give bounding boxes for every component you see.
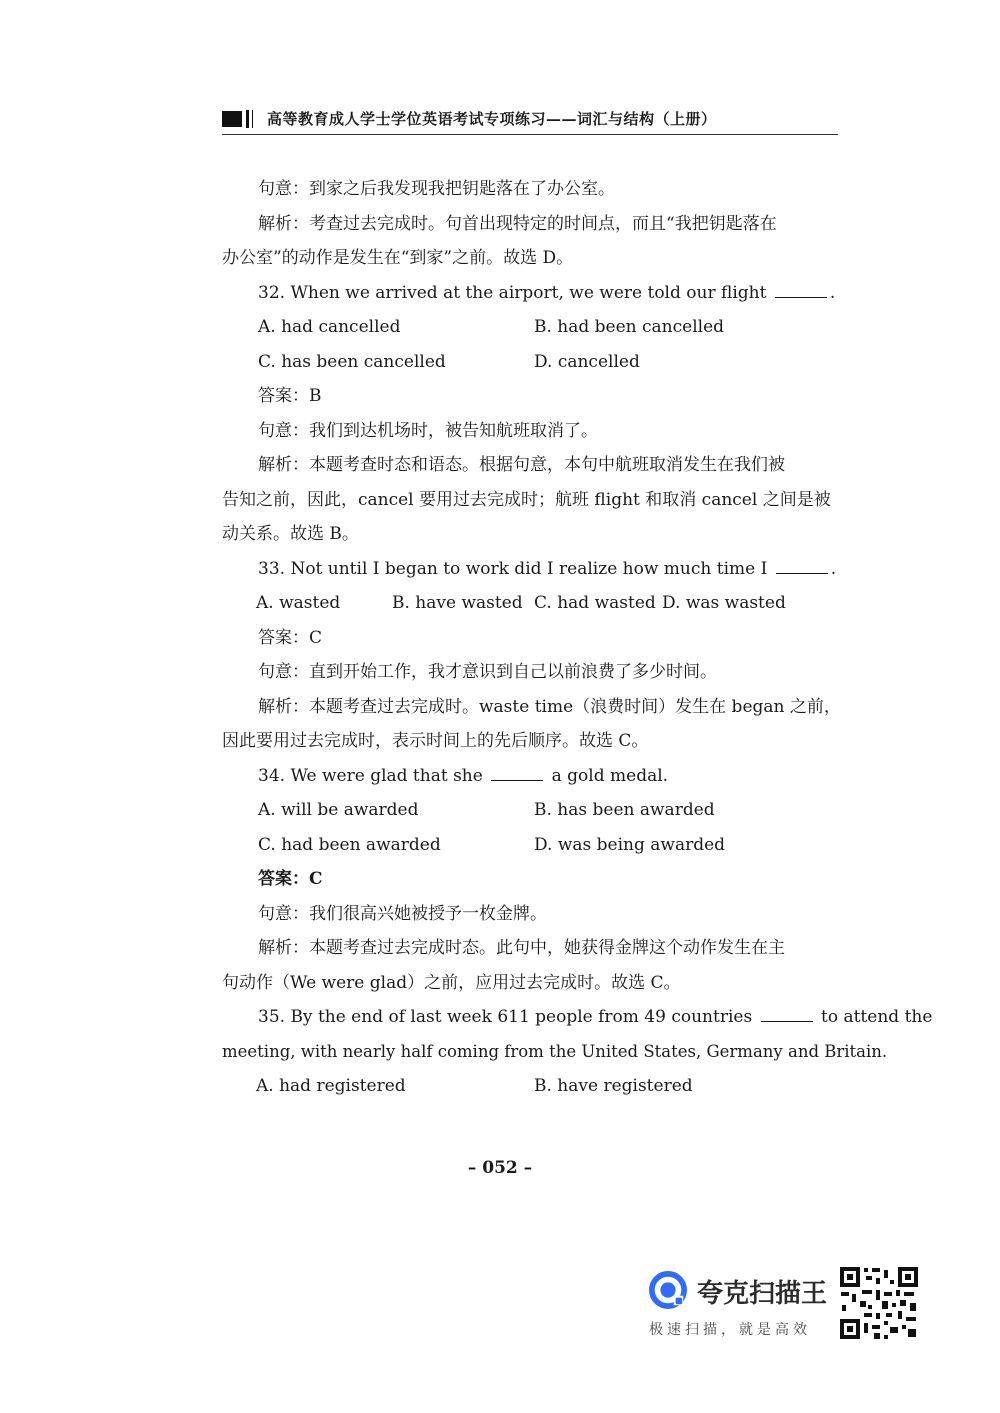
q32-options-row-1 — [222, 310, 840, 345]
q32-stem — [222, 276, 840, 311]
q33-option-b: B. have wasted — [392, 593, 523, 613]
q35-option-a: A. had registered — [256, 1076, 406, 1096]
q35-blank — [761, 1001, 813, 1022]
watermark-slogan: 极速扫描，就是高效 — [649, 1322, 811, 1338]
q35-options-row-1 — [222, 1069, 840, 1104]
quark-logo-icon — [649, 1271, 687, 1309]
running-header — [222, 106, 838, 135]
page-content — [222, 172, 933, 1104]
q32-analysis-line-2: 告知之前，因此，cancel 要用过去完成时；航班 flight 和取消 cancel 之间是被 — [222, 489, 831, 510]
scanner-watermark — [645, 1265, 925, 1345]
q33-sentence: 句意：直到开始工作，我才意识到自己以前浪费了多少时间。 — [258, 662, 717, 682]
q32-blank — [775, 277, 827, 298]
q33-options-row — [222, 586, 840, 621]
q33-stem — [222, 552, 840, 587]
q31-analysis-line-1: 解析：考查过去完成时。句首出现特定的时间点，而且“我把钥匙落在 — [258, 213, 777, 234]
q31-analysis-line-2: 办公室”的动作是发生在“到家”之前。故选 D。 — [222, 248, 574, 268]
q34-options-row-2 — [222, 828, 840, 863]
q35-stem — [222, 1000, 933, 1035]
q34-blank — [491, 760, 543, 781]
q35-stem-before: 35. By the end of last week 611 people from 49 countries — [258, 1007, 753, 1027]
q34-option-d: D. was being awarded — [534, 834, 726, 855]
header-bar-icon — [246, 110, 249, 128]
q32-sentence: 句意：我们到达机场时，被告知航班取消了。 — [258, 420, 598, 441]
q32-option-a: A. had cancelled — [258, 317, 401, 337]
q34-analysis-line-2: 句动作（We were glad）之前，应用过去完成时。故选 C。 — [222, 972, 681, 993]
q35-stem-line-2: meeting, with nearly half coming from the United States, Germany and Britain. — [222, 1041, 888, 1061]
q32-answer: 答案：B — [258, 386, 322, 406]
q32-option-c: C. has been cancelled — [258, 351, 446, 372]
q33-stem-before: 33. Not until I began to work did I realize how much time I — [258, 558, 768, 579]
q34-option-c: C. had been awarded — [258, 834, 441, 855]
q32-option-d: D. cancelled — [534, 351, 640, 372]
q35-option-b: B. have registered — [534, 1076, 693, 1096]
q33-blank — [776, 553, 828, 574]
q34-analysis-line-1: 解析：本题考查过去完成时态。此句中，她获得金牌这个动作发生在主 — [258, 938, 785, 958]
q33-option-a: A. wasted — [256, 593, 341, 613]
q34-stem — [222, 759, 840, 794]
q34-answer: 答案：C — [258, 869, 323, 889]
q34-option-a: A. will be awarded — [258, 800, 419, 820]
header-title: 高等教育成人学士学位英语考试专项练习——词汇与结构（上册） — [267, 110, 717, 128]
q31-sentence: 句意：到家之后我发现我把钥匙落在了办公室。 — [258, 179, 615, 199]
q33-option-c: C. had wasted — [534, 593, 656, 613]
q32-analysis-line-3: 动关系。故选 B。 — [222, 524, 359, 544]
q32-analysis-line-1: 解析：本题考查时态和语态。根据句意，本句中航班取消发生在我们被 — [258, 455, 785, 475]
q33-option-d: D. was wasted — [662, 593, 786, 613]
q32-option-b: B. had been cancelled — [534, 317, 725, 337]
header-block-icon — [222, 111, 242, 127]
q34-stem-after: a gold medal. — [551, 765, 669, 786]
q35-stem-after: to attend the — [821, 1007, 933, 1027]
q32-stem-after: . — [829, 282, 836, 303]
header-thin-bar-icon — [252, 110, 253, 128]
watermark-brand: 夸克扫描王 — [697, 1279, 828, 1309]
q34-options-row-1 — [222, 793, 840, 828]
q32-options-row-2 — [222, 345, 840, 380]
q32-stem-before: 32. When we arrived at the airport, we were told our flight — [258, 282, 767, 303]
q34-sentence: 句意：我们很高兴她被授予一枚金牌。 — [258, 903, 547, 924]
q34-stem-before: 34. We were glad that she — [258, 765, 483, 786]
q33-answer: 答案：C — [258, 627, 323, 648]
q34-option-b: B. has been awarded — [534, 800, 715, 820]
q33-analysis-line-2: 因此要用过去完成时，表示时间上的先后顺序。故选 C。 — [222, 731, 649, 751]
page-number: – 052 – — [467, 1158, 533, 1178]
qr-code-icon — [838, 1265, 920, 1341]
q33-analysis-line-1: 解析：本题考查过去完成时。waste time（浪费时间）发生在 began 之前， — [258, 696, 841, 717]
q33-stem-after: . — [830, 558, 837, 579]
